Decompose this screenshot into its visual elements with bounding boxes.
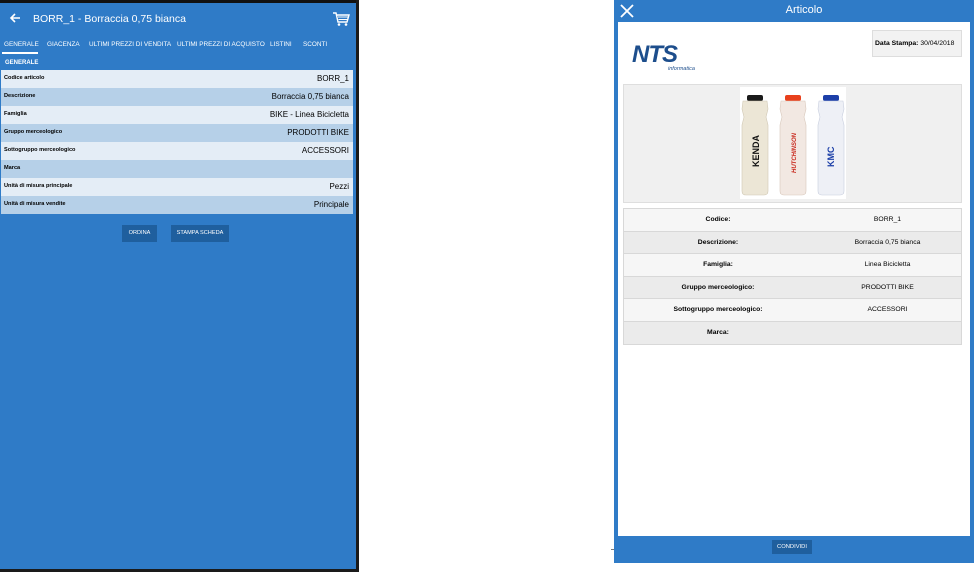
field-label: Famiglia <box>4 111 27 117</box>
tab-sconti[interactable]: SCONTI <box>303 41 328 48</box>
field-value: Principale <box>313 200 349 209</box>
detail-label: Sottogruppo merceologico: <box>673 306 763 313</box>
field-row <box>1 160 353 178</box>
tab-ultimi-prezzi-acquisto[interactable]: ULTIMI PREZZI DI ACQUISTO <box>177 41 265 48</box>
field-row <box>1 70 353 88</box>
field-value: Borraccia 0,75 bianca <box>271 92 349 101</box>
field-row <box>1 178 353 196</box>
active-tab-indicator <box>2 52 38 54</box>
article-detail-screen <box>0 0 359 572</box>
detail-value: ACCESSORI <box>867 306 908 313</box>
print-date-label: Data Stampa: <box>875 40 919 47</box>
detail-label: Gruppo merceologico: <box>681 283 755 291</box>
detail-label: Marca: <box>707 328 729 336</box>
ordina-button[interactable]: ORDINA <box>122 225 157 242</box>
svg-text:informatica: informatica <box>668 66 695 72</box>
condividi-button[interactable]: CONDIVIDI <box>772 540 812 554</box>
back-arrow-icon[interactable] <box>8 11 22 25</box>
product-image <box>740 87 846 199</box>
detail-label: Descrizione: <box>697 238 739 246</box>
tab-bar <box>0 38 356 54</box>
svg-text:HUTCHINSON: HUTCHINSON <box>792 133 798 173</box>
detail-value: BORR_1 <box>873 216 902 223</box>
product-image-frame <box>623 84 962 203</box>
nts-logo <box>632 37 704 77</box>
field-list <box>1 70 353 214</box>
field-row <box>1 196 353 214</box>
table-row <box>624 254 961 277</box>
field-row <box>1 106 353 124</box>
field-row <box>1 142 353 160</box>
print-date-box <box>872 30 962 57</box>
table-row <box>624 322 961 345</box>
field-label: Descrizione <box>4 93 36 99</box>
app-header <box>0 3 356 35</box>
detail-label: Codice: <box>705 216 731 223</box>
dialog-header <box>614 0 974 22</box>
table-row <box>624 209 961 232</box>
print-date-text <box>875 40 954 47</box>
table-row <box>624 277 961 300</box>
page-title: BORR_1 - Borraccia 0,75 bianca <box>33 13 186 25</box>
field-row <box>1 88 353 106</box>
tab-giacenza[interactable]: GIACENZA <box>47 41 80 48</box>
tab-ultimi-prezzi-vendita[interactable]: ULTIMI PREZZI DI VENDITA <box>89 41 172 48</box>
field-label: Marca <box>4 165 21 171</box>
dialog-title: Articolo <box>785 4 823 16</box>
svg-text:NTS: NTS <box>632 41 677 68</box>
tab-listini[interactable]: LISTINI <box>270 41 292 48</box>
field-value: BORR_1 <box>316 74 349 83</box>
field-label: Codice articolo <box>4 75 45 81</box>
print-date-value: 30/04/2018 <box>920 40 955 47</box>
section-label: GENERALE <box>5 60 39 66</box>
detail-value: PRODOTTI BIKE <box>861 283 914 291</box>
print-sheet <box>618 22 970 536</box>
field-value: PRODOTTI BIKE <box>287 128 349 137</box>
detail-value: Borraccia 0,75 bianca <box>854 238 921 246</box>
field-label: Gruppo merceologico <box>4 129 63 135</box>
detail-table <box>623 208 962 345</box>
field-label: Unità di misura vendite <box>4 201 66 207</box>
svg-text:KMC: KMC <box>826 146 836 167</box>
table-row <box>624 299 961 322</box>
field-value: Pezzi <box>329 182 349 191</box>
field-row <box>1 124 353 142</box>
field-label: Sottogruppo merceologico <box>4 147 76 153</box>
field-value: BIKE - Linea Bicicletta <box>269 110 349 119</box>
detail-label: Famiglia: <box>703 261 733 268</box>
detail-value: Linea Bicicletta <box>864 261 911 268</box>
article-print-preview <box>614 0 974 563</box>
table-row <box>624 232 961 255</box>
svg-text:KENDA: KENDA <box>751 134 761 167</box>
field-label: Unità di misura principale <box>4 183 73 189</box>
cart-icon[interactable] <box>332 11 350 27</box>
field-value: ACCESSORI <box>301 146 349 155</box>
tab-generale[interactable]: GENERALE <box>4 41 39 48</box>
stampa-scheda-button[interactable]: STAMPA SCHEDA <box>171 225 229 242</box>
